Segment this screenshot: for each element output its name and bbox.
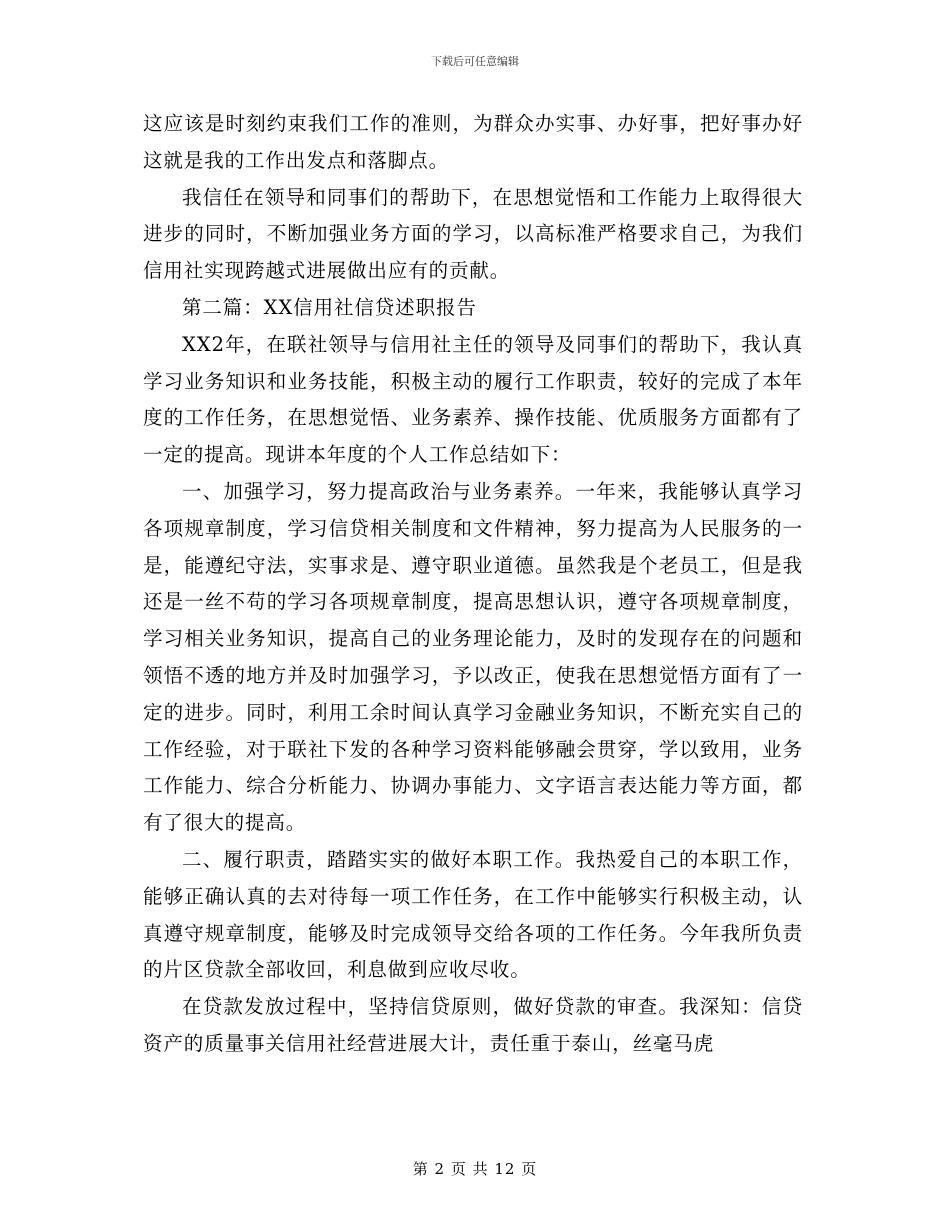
paragraph: 一、加强学习，努力提高政治与业务素养。一年来，我能够认真学习各项规章制度，学习信贷相关制度和文件精神，努力提高为人民服务的一是，能遵纪守法，实事求是、遵守职业道德。虽然我是个老员工，但是我还是一丝不苟的学习各项规章制度，提高思想认识，遵守各项规章制度，学习相关业务知识，提高自己的业务理论能力，及时的发现存在的问题和领悟不透的地方并及时加强学习，予以改正，使我在思想觉悟方面有了一定的进步。同时，利用工余时间认真学习金融业务知识，不断充实自己的工作经验，对于联社下发的各种学习资料能够融会贯穿，学以致用，业务工作能力、综合分析能力、协调办事能力、文字语言表达能力等方面，都有了很大的提高。 [143,479,803,835]
paragraph: 在贷款发放过程中，坚持信贷原则，做好贷款的审查。我深知：信贷资产的质量事关信用社经营进展大计，责任重于泰山，丝毫马虎 [143,995,803,1055]
paragraph: 这应该是时刻约束我们工作的准则，为群众办实事、办好事，把好事办好这就是我的工作出发点和落脚点。 [143,112,803,172]
section-title: 第二篇：XX信用社信贷述职报告 [182,295,477,319]
paragraph: 二、履行职责，踏踏实实的做好本职工作。我热爱自己的本职工作，能够正确认真的去对待每一项工作任务，在工作中能够实行积极主动，认真遵守规章制度，能够及时完成领导交给各项的工作任务。今年我所负责的片区贷款全部收回，利息做到应收尽收。 [143,847,803,982]
header-note: 下载后可任意编辑 [431,55,519,68]
paragraph: 我信任在领导和同事们的帮助下，在思想觉悟和工作能力上取得很大进步的同时，不断加强业务方面的学习，以高标准严格要求自己，为我们信用社实现跨越式进展做出应有的贡献。 [143,185,803,283]
document-body [143,106,803,1063]
page-number: 第 2 页 共 12 页 [412,1160,538,1178]
paragraph: XX2年，在联社领导与信用社主任的领导及同事们的帮助下，我认真学习业务知识和业务技能，积极主动的履行工作职责，较好的完成了本年度的工作任务，在思想觉悟、业务素养、操作技能、优质服务方面都有了一定的提高。现讲本年度的个人工作总结如下： [143,332,803,467]
